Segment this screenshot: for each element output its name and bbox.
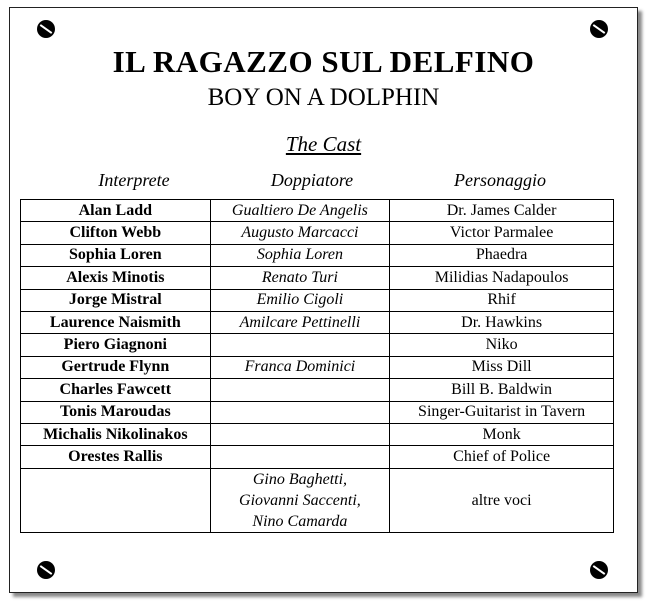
dubber-line: Gino Baghetti, — [252, 470, 348, 488]
dubber-cell — [210, 468, 390, 532]
role-cell: Niko — [390, 334, 614, 356]
actor-cell: Laurence Naismith — [21, 311, 211, 333]
table-row — [21, 423, 614, 445]
dubber-cell: Franca Dominici — [210, 356, 390, 378]
page-title: IL RAGAZZO SUL DELFINO — [112, 44, 535, 79]
dubber-cell — [210, 334, 390, 356]
actor-cell: Sophia Loren — [21, 244, 211, 266]
role-cell: Monk — [390, 423, 614, 445]
column-header-actor: Interprete — [98, 170, 170, 190]
screw-icon — [590, 20, 608, 38]
role-cell: Chief of Police — [390, 446, 614, 468]
actor-cell: Michalis Nikolinakos — [21, 423, 211, 445]
role-cell: Dr. James Calder — [390, 200, 614, 222]
dubber-cell — [210, 423, 390, 445]
dubber-cell: Renato Turi — [210, 267, 390, 289]
dubber-cell: Amilcare Pettinelli — [210, 311, 390, 333]
screw-icon — [590, 561, 608, 579]
role-cell: Milidias Nadapoulos — [390, 267, 614, 289]
role-cell: altre voci — [390, 468, 614, 532]
page-subtitle: BOY ON A DOLPHIN — [207, 84, 440, 111]
role-cell: Victor Parmalee — [390, 222, 614, 244]
role-cell: Dr. Hawkins — [390, 311, 614, 333]
actor-cell: Orestes Rallis — [21, 446, 211, 468]
cast-table — [20, 199, 614, 533]
table-row — [21, 334, 614, 356]
table-row — [21, 379, 614, 401]
dubber-cell — [210, 379, 390, 401]
table-row — [21, 244, 614, 266]
dubber-line: Nino Camarda — [252, 512, 348, 530]
actor-cell: Tonis Maroudas — [21, 401, 211, 423]
role-cell: Bill B. Baldwin — [390, 379, 614, 401]
actor-cell: Gertrude Flynn — [21, 356, 211, 378]
role-cell: Rhif — [390, 289, 614, 311]
actor-cell — [21, 468, 211, 532]
column-header-role: Personaggio — [454, 170, 546, 190]
section-title: The Cast — [285, 132, 362, 156]
dubber-cell: Gualtiero De Angelis — [210, 200, 390, 222]
table-row — [21, 356, 614, 378]
dubber-cell — [210, 446, 390, 468]
actor-cell: Jorge Mistral — [21, 289, 211, 311]
table-row — [21, 311, 614, 333]
table-row — [21, 222, 614, 244]
table-row — [21, 267, 614, 289]
table-row — [21, 401, 614, 423]
dubber-cell: Emilio Cigoli — [210, 289, 390, 311]
role-cell: Miss Dill — [390, 356, 614, 378]
actor-cell: Charles Fawcett — [21, 379, 211, 401]
actor-cell: Piero Giagnoni — [21, 334, 211, 356]
screw-icon — [37, 561, 55, 579]
actor-cell: Clifton Webb — [21, 222, 211, 244]
role-cell: Singer-Guitarist in Tavern — [390, 401, 614, 423]
plaque — [9, 7, 638, 593]
dubber-line: Giovanni Saccenti, — [239, 491, 361, 509]
actor-cell: Alan Ladd — [21, 200, 211, 222]
table-row — [21, 289, 614, 311]
actor-cell: Alexis Minotis — [21, 267, 211, 289]
dubber-cell: Augusto Marcacci — [210, 222, 390, 244]
dubber-cell — [210, 401, 390, 423]
role-cell: Phaedra — [390, 244, 614, 266]
dubber-cell: Sophia Loren — [210, 244, 390, 266]
table-row — [21, 200, 614, 222]
screw-icon — [37, 20, 55, 38]
table-row — [21, 446, 614, 468]
column-header-dubber: Doppiatore — [270, 170, 354, 190]
table-row — [21, 468, 614, 532]
